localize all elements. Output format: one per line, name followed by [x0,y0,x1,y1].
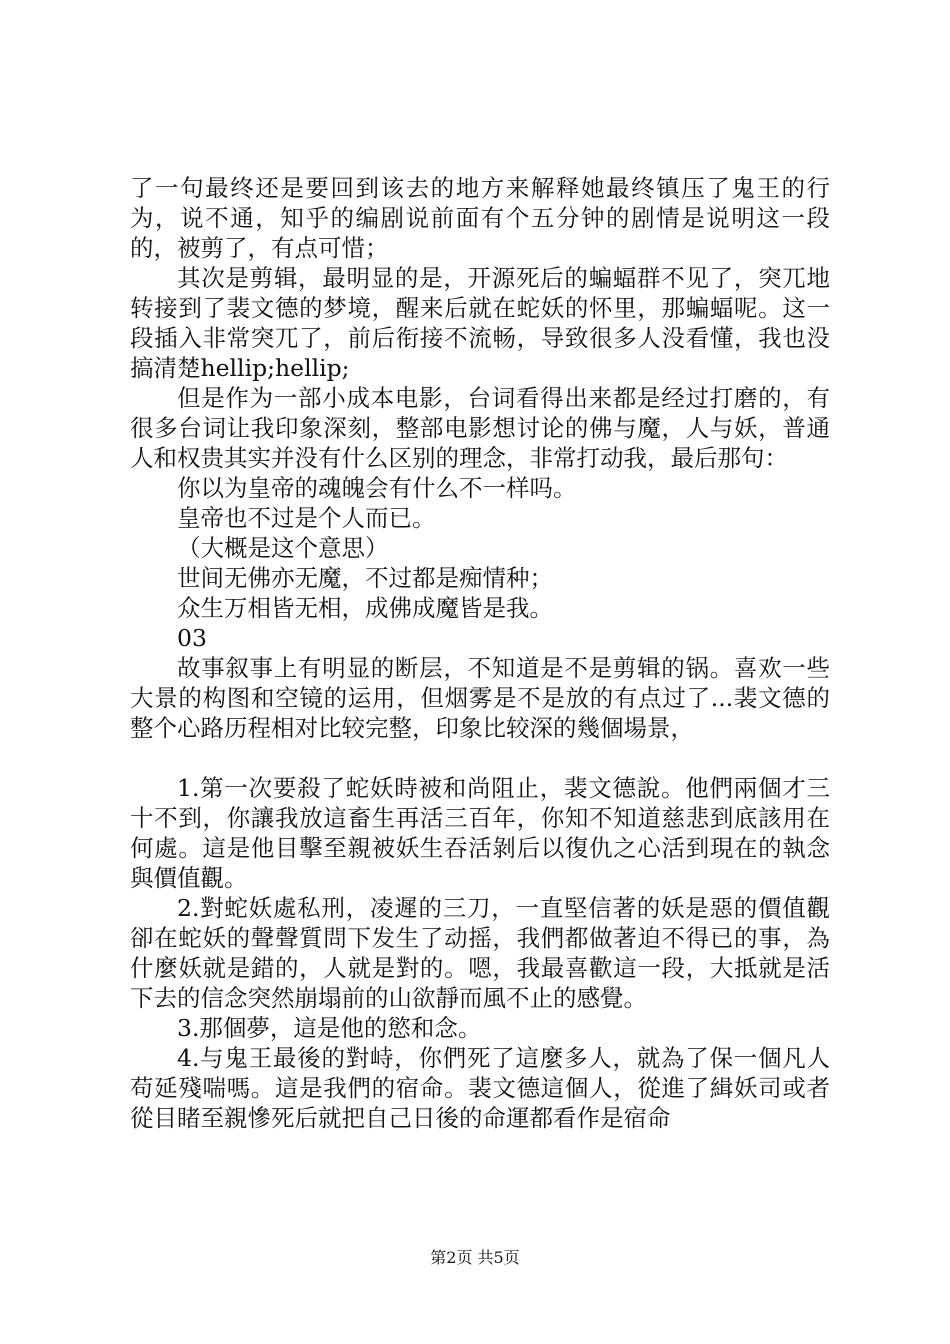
page-footer: 第2页 共5页 [430,1248,520,1267]
section-number: 03 [177,624,207,652]
quote-line-2: 皇帝也不过是个人而已。 [177,504,436,532]
quote-line-1: 你以为皇帝的魂魄会有什么不一样吗。 [177,474,577,502]
list-item-2: 2.對蛇妖處私刑，凌遲的三刀，一直堅信著的妖是惡的價值觀卻在蛇妖的聲聲質問下发生了动摇，我們都做著迫不得已的事，為什麼妖就是錯的，人就是對的。嗯，我最喜歡這一段，大抵就是活下去的信念突然崩塌前的山欲靜而風不止的感覺。 [130,894,830,1012]
poem-line-1: 世间无佛亦无魔，不过都是痴情种； [177,564,553,592]
poem-line-2: 众生万相皆无相，成佛成魔皆是我。 [177,594,553,622]
quote-note: （大概是这个意思） [177,534,389,562]
paragraph-1: 了一句最终还是要回到该去的地方来解释她最终镇压了鬼王的行为，说不通，知乎的编剧说前面有个五分钟的剧情是说明这一段的，被剪了，有点可惜； [130,174,830,262]
paragraph-3: 但是作为一部小成本电影，台词看得出来都是经过打磨的，有很多台词让我印象深刻，整部电影想讨论的佛与魔，人与妖，普通人和权贵其实并没有什么区别的理念，非常打动我，最后那句： [130,384,830,472]
blank-line [130,743,830,773]
paragraph-2: 其次是剪辑，最明显的是，开源死后的蝙蝠群不见了，突兀地转接到了裴文德的梦境，醒来后就在蛇妖的怀里，那蝙蝠呢。这一段插入非常突兀了，前后衔接不流畅，导致很多人没看懂，我也没搞清楚hellip;hellip; [130,264,830,382]
paragraph-section-03: 故事叙事上有明显的断层，不知道是不是剪辑的锅。喜欢一些大景的构图和空镜的运用，但烟雾是不是放的有点过了...裴文德的整个心路历程相对比较完整，印象比较深的幾個場景， [130,654,830,742]
document-body [130,173,830,1133]
list-item-3: 3.那個夢，這是他的慾和念。 [177,1014,482,1042]
list-item-4: 4.与鬼王最後的對峙，你們死了這麼多人，就為了保一個凡人苟延殘喘嗎。這是我們的宿命。裴文德這個人，從進了緝妖司或者從目睹至親慘死后就把自己日後的命運都看作是宿命 [130,1044,830,1132]
list-item-1: 1.第一次要殺了蛇妖時被和尚阻止，裴文德說。他們兩個才三十不到，你讓我放這畜生再活三百年，你知不知道慈悲到底該用在何處。這是他目擊至親被妖生吞活剝后以復仇之心活到現在的執念與價值觀。 [130,774,830,892]
